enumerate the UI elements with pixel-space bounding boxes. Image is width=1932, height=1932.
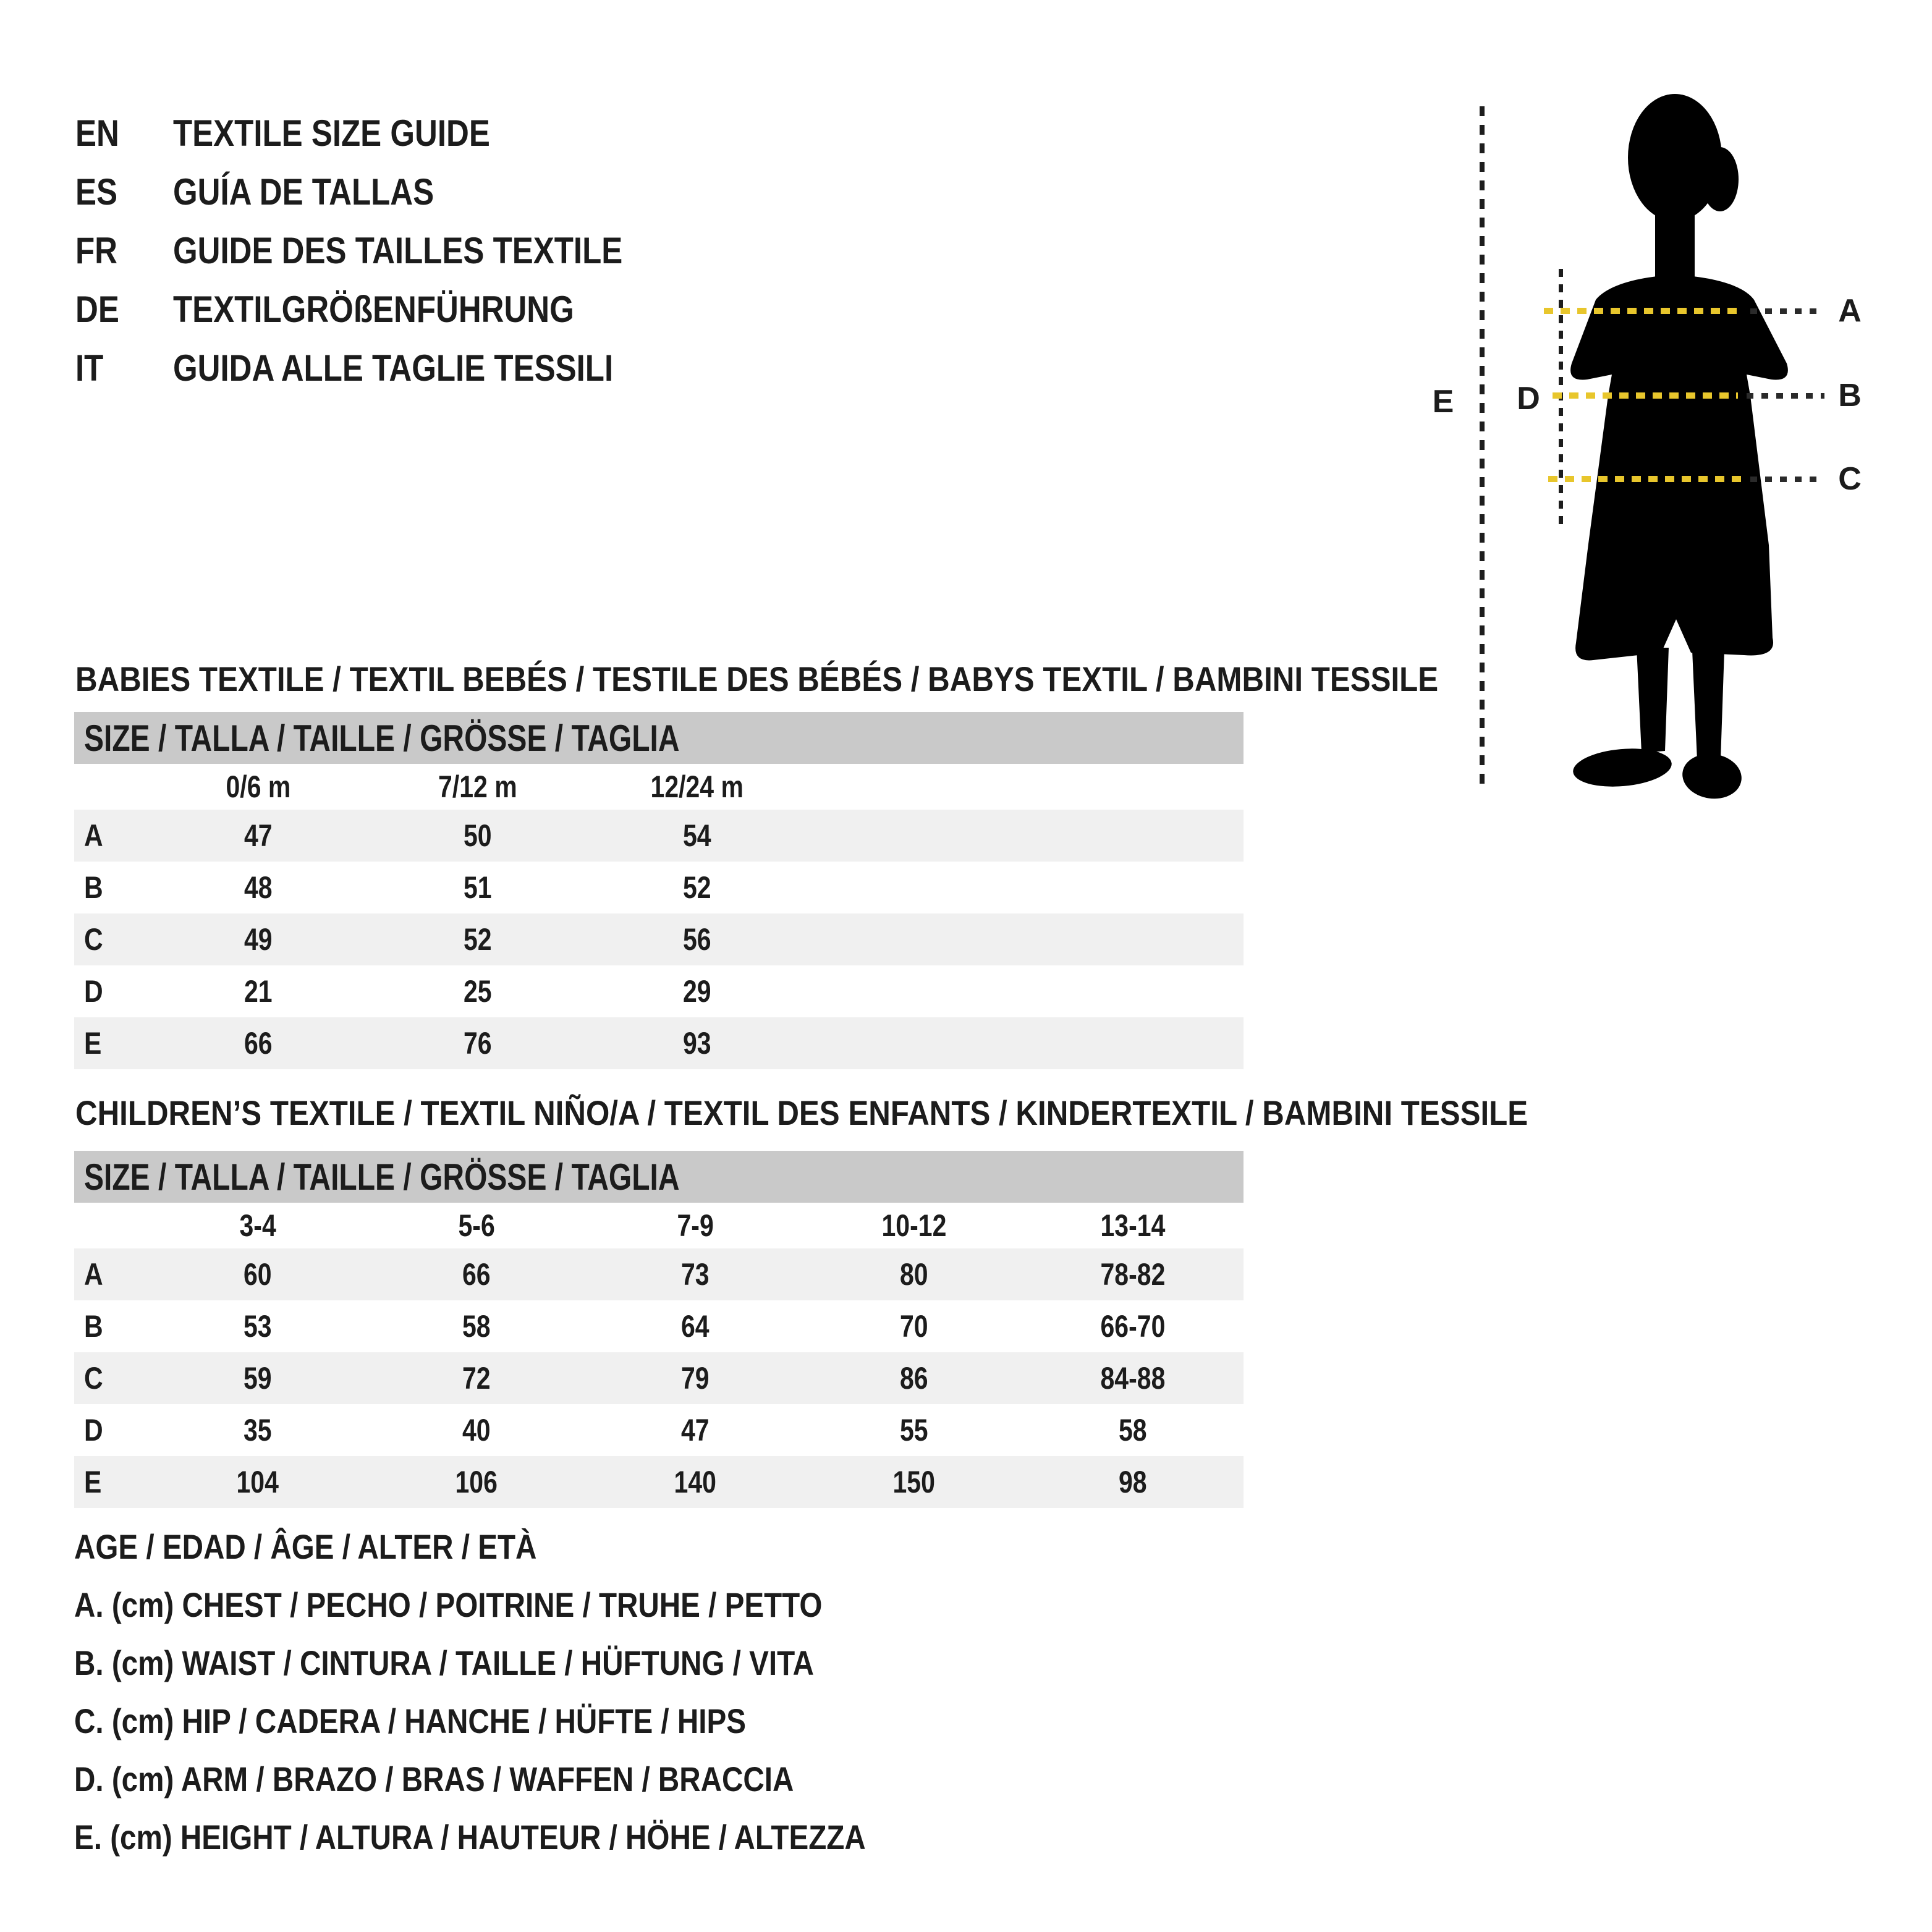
measurement-figure xyxy=(1409,62,1932,816)
table-cell: 86 xyxy=(900,1361,928,1396)
row-label: E xyxy=(84,1026,102,1061)
column-header: 12/24 m xyxy=(650,769,744,804)
legend-item: C. (cm) HIP / CADERA / HANCHE / HÜFTE / HIPS xyxy=(74,1701,746,1740)
row-label: D xyxy=(84,974,103,1009)
label-connector-b xyxy=(1747,393,1824,399)
table-cell: 78-82 xyxy=(1100,1257,1166,1292)
column-header: 0/6 m xyxy=(226,769,290,804)
table-cell: 104 xyxy=(236,1465,279,1499)
table-cell: 70 xyxy=(900,1309,928,1344)
waist-measure-line-b xyxy=(1553,392,1738,399)
language-guide-title: GUÍA DE TALLAS xyxy=(173,171,434,213)
table-row xyxy=(74,1352,1244,1404)
row-label: E xyxy=(84,1465,102,1499)
row-label: B xyxy=(84,870,103,905)
marker-label-a: A xyxy=(1838,293,1862,329)
silhouette-left-leg xyxy=(1637,648,1669,753)
table-row xyxy=(74,810,1244,862)
table-cell: 50 xyxy=(463,818,492,853)
measurement-legend xyxy=(74,1527,1125,1876)
table-row xyxy=(74,913,1244,965)
table-cell: 58 xyxy=(462,1309,491,1344)
children-section-title: CHILDREN’S TEXTILE / TEXTIL NIÑO/A / TEXTIL DES ENFANTS / KINDERTEXTIL / BAMBINI TESSILE xyxy=(75,1093,1528,1132)
language-row xyxy=(75,163,1002,221)
chest-measure-line-a xyxy=(1544,308,1743,314)
column-header: 7/12 m xyxy=(438,769,517,804)
table-cell: 55 xyxy=(900,1413,928,1447)
table-cell: 25 xyxy=(463,974,492,1009)
silhouette-right-shoe xyxy=(1679,750,1744,803)
table-cell: 53 xyxy=(244,1309,272,1344)
table-cell: 140 xyxy=(674,1465,717,1499)
table-row xyxy=(74,1017,1244,1069)
table-row xyxy=(74,1456,1244,1508)
babies-size-table xyxy=(74,712,1244,1069)
hip-measure-line-c xyxy=(1548,476,1743,482)
table-cell: 58 xyxy=(1119,1413,1147,1447)
table-cell: 47 xyxy=(244,818,273,853)
row-label: C xyxy=(84,922,103,957)
table-cell: 73 xyxy=(681,1257,710,1292)
language-guide-title: GUIDA ALLE TAGLIE TESSILI xyxy=(173,347,614,389)
table-row xyxy=(74,1404,1244,1456)
column-spacer xyxy=(74,1208,148,1244)
table-cell: 76 xyxy=(463,1026,492,1061)
table-cell: 66 xyxy=(462,1257,491,1292)
silhouette-body xyxy=(1570,275,1788,660)
children-column-headers xyxy=(74,1203,1244,1248)
marker-label-e: E xyxy=(1432,384,1454,420)
label-connector-c xyxy=(1750,477,1824,482)
silhouette-hair xyxy=(1701,147,1739,211)
column-header: 3-4 xyxy=(239,1208,276,1243)
silhouette-neck xyxy=(1655,210,1695,283)
table-cell: 80 xyxy=(900,1257,928,1292)
language-code: ES xyxy=(75,171,118,213)
row-label: A xyxy=(84,1257,103,1292)
table-cell: 66-70 xyxy=(1100,1309,1166,1344)
babies-section-title: BABIES TEXTILE / TEXTIL BEBÉS / TESTILE DES BÉBÉS / BABYS TEXTIL / BAMBINI TESSILE xyxy=(75,659,1439,698)
table-cell: 150 xyxy=(892,1465,936,1499)
table-cell: 52 xyxy=(682,870,711,905)
table-cell: 79 xyxy=(681,1361,710,1396)
table-cell: 64 xyxy=(681,1309,710,1344)
language-row xyxy=(75,339,1002,397)
table-cell: 52 xyxy=(463,922,492,957)
legend-items xyxy=(74,1585,1125,1857)
column-header: 7-9 xyxy=(677,1208,714,1243)
label-connector-a xyxy=(1750,308,1824,314)
legend-item: B. (cm) WAIST / CINTURA / TAILLE / HÜFTUNG / VITA xyxy=(74,1643,814,1682)
table-cell: 72 xyxy=(462,1361,491,1396)
table-cell: 40 xyxy=(462,1413,491,1447)
language-code: FR xyxy=(75,230,117,271)
babies-column-headers xyxy=(74,764,1244,810)
silhouette-left-shoe xyxy=(1572,745,1674,790)
language-code: DE xyxy=(75,289,119,330)
table-row xyxy=(74,1300,1244,1352)
table-cell: 56 xyxy=(682,922,711,957)
table-cell: 21 xyxy=(244,974,273,1009)
table-cell: 54 xyxy=(682,818,711,853)
table-cell: 66 xyxy=(244,1026,273,1061)
table-cell: 47 xyxy=(681,1413,710,1447)
table-cell: 59 xyxy=(244,1361,272,1396)
column-header: 5-6 xyxy=(458,1208,495,1243)
column-spacer xyxy=(74,769,148,805)
table-cell: 49 xyxy=(244,922,273,957)
language-row xyxy=(75,221,1002,280)
legend-item: D. (cm) ARM / BRAZO / BRAS / WAFFEN / BRACCIA xyxy=(74,1760,794,1799)
table-cell: 106 xyxy=(455,1465,498,1499)
silhouette-right-leg xyxy=(1692,650,1724,760)
table-row xyxy=(74,862,1244,913)
babies-table-header: SIZE / TALLA / TAILLE / GRÖSSE / TAGLIA xyxy=(74,712,1244,764)
table-cell: 48 xyxy=(244,870,273,905)
row-label: D xyxy=(84,1413,103,1447)
table-cell: 35 xyxy=(244,1413,272,1447)
row-label: A xyxy=(84,818,103,853)
language-title-list xyxy=(75,104,1002,397)
legend-item: A. (cm) CHEST / PECHO / POITRINE / TRUHE / PETTO xyxy=(74,1585,823,1624)
table-cell: 60 xyxy=(244,1257,272,1292)
row-label: C xyxy=(84,1361,103,1396)
table-cell: 93 xyxy=(682,1026,711,1061)
language-guide-title: TEXTILE SIZE GUIDE xyxy=(173,112,490,154)
language-code: EN xyxy=(75,112,119,154)
table-cell: 84-88 xyxy=(1100,1361,1166,1396)
children-table-header: SIZE / TALLA / TAILLE / GRÖSSE / TAGLIA xyxy=(74,1151,1244,1203)
table-row xyxy=(74,1248,1244,1300)
marker-label-b: B xyxy=(1838,378,1862,413)
language-guide-title: GUIDE DES TAILLES TEXTILE xyxy=(173,230,623,271)
table-cell: 29 xyxy=(682,974,711,1009)
column-header: 10-12 xyxy=(881,1208,947,1243)
language-row xyxy=(75,104,1002,163)
row-label: B xyxy=(84,1309,103,1344)
language-code: IT xyxy=(75,347,104,389)
table-cell: 51 xyxy=(463,870,492,905)
legend-age-line: AGE / EDAD / ÂGE / ALTER / ETÀ xyxy=(74,1527,537,1566)
legend-item: E. (cm) HEIGHT / ALTURA / HAUTEUR / HÖHE / ALTEZZA xyxy=(74,1818,866,1857)
table-cell: 98 xyxy=(1119,1465,1147,1499)
marker-label-d: D xyxy=(1517,381,1540,417)
children-size-table xyxy=(74,1151,1244,1508)
column-header: 13-14 xyxy=(1100,1208,1166,1243)
language-guide-title: TEXTILGRÖßENFÜHRUNG xyxy=(173,289,574,330)
language-row xyxy=(75,280,1002,339)
marker-label-c: C xyxy=(1838,461,1862,497)
table-row xyxy=(74,965,1244,1017)
